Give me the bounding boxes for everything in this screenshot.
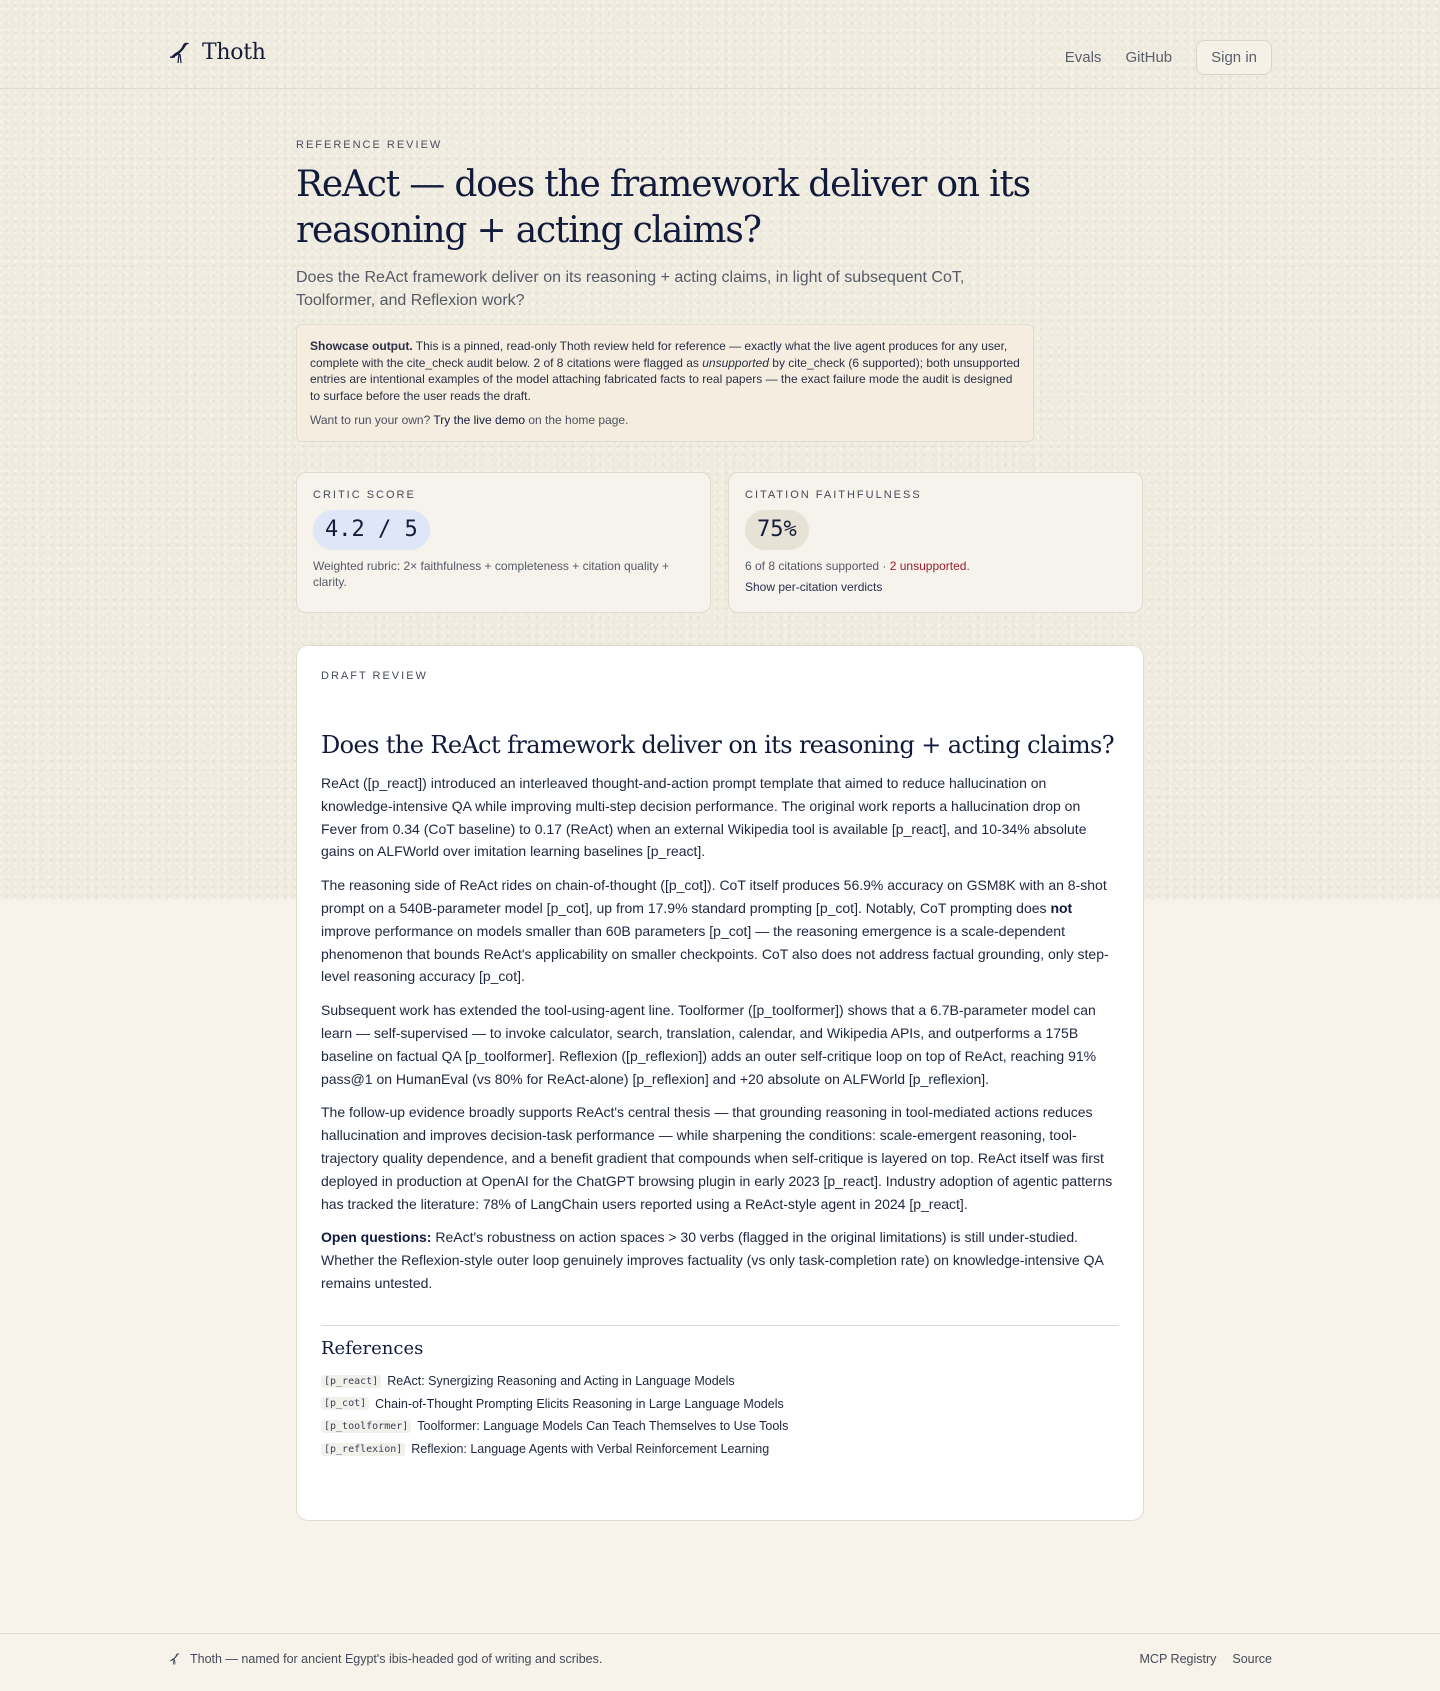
draft-paragraph-3: Subsequent work has extended the tool-using-agent line. Toolformer ([p_toolformer]) shows that a 6.7B-parameter model can learn — self-supervised — to invoke calculator, search, translation, calendar, and Wikipedia APIs, and outperforms a 175B baseline on factual QA [p_toolformer]. Reflexion ([p_reflexion]) adds an outer self-critique loop on top of ReAct, reaching 91% pass@1 on HumanEval (vs 80% for ReAct-alone) [p_reflexion] and +20 absolute on ALFWorld [p_reflexion].	[321, 1002, 1097, 1087]
nav-github-link[interactable]: GitHub	[1125, 49, 1173, 66]
show-verdicts-toggle[interactable]: Show per-citation verdicts	[745, 580, 883, 594]
footer-tagline-group	[168, 1652, 602, 1666]
reference-key: [p_toolformer]	[321, 1420, 411, 1433]
draft-review-panel	[296, 645, 1144, 1521]
page-footer	[0, 1633, 1440, 1691]
notice-cta-prefix: Want to run your own?	[310, 413, 434, 427]
draft-paragraph-2	[321, 874, 1119, 988]
top-nav	[1065, 40, 1272, 75]
citation-faithfulness-value: 75%	[745, 510, 809, 550]
unsupported-count: 2 unsupported	[889, 559, 967, 573]
critic-score-value: 4.2 / 5	[313, 510, 430, 550]
reference-item[interactable]	[321, 1438, 1119, 1461]
footer-source-link[interactable]: Source	[1232, 1652, 1272, 1666]
draft-p2-c: improve performance on models smaller than 60B parameters [p_cot] — the reasoning emergence is a scale-dependent phenomenon that bounds ReAct's applicability on smaller checkpoints. CoT also does not address factual grounding, only step-level reasoning accuracy [p_cot].	[321, 922, 1109, 985]
draft-p2-a: The reasoning side of ReAct rides on chain-of-thought ([p_cot]). CoT itself produces 56.9% accuracy on GSM8K with an 8-shot prompt on a 540B-parameter model [p_cot], up from 17.9% standard prompting [p_cot]. Notably, CoT prompting does	[321, 877, 1107, 916]
notice-cta-line	[310, 412, 1020, 429]
page-eyebrow: REFERENCE REVIEW	[296, 139, 443, 151]
critic-score-card	[296, 472, 711, 613]
references-section	[321, 1325, 1119, 1461]
citation-faithfulness-note	[745, 558, 1126, 574]
draft-paragraph-1: ReAct ([p_react]) introduced an interleaved thought-and-action prompt template that aimed to reduce hallucination on knowledge-intensive QA while improving multi-step decision performance. The original work reports a hallucination drop on Fever from 0.34 (CoT baseline) to 0.17 (ReAct) when an external Wikipedia tool is available [p_react], and 10-34% absolute gains on ALFWorld over imitation learning baselines [p_react].	[321, 775, 1087, 860]
reference-key: [p_react]	[321, 1375, 381, 1388]
brand-name: Thoth	[202, 40, 266, 65]
reference-key: [p_cot]	[321, 1397, 369, 1410]
nav-evals-link[interactable]: Evals	[1064, 49, 1102, 66]
notice-cta-suffix: on the home page.	[525, 413, 629, 427]
ibis-icon	[168, 41, 190, 65]
reference-title: Reflexion: Language Agents with Verbal Reinforcement Learning	[411, 1442, 770, 1457]
draft-p2-emphasis: not	[1050, 899, 1073, 916]
reference-item[interactable]	[321, 1415, 1119, 1438]
notice-emphasis: unsupported	[702, 355, 769, 370]
footer-tagline: Thoth — named for ancient Egypt's ibis-headed god of writing and scribes.	[190, 1652, 603, 1666]
reference-item[interactable]	[321, 1392, 1119, 1415]
faithfulness-note-suffix: .	[966, 559, 970, 573]
open-questions-text: ReAct's robustness on action spaces > 30 verbs (flagged in the original limitations) is still under-studied. Whether the Reflexion-style outer loop genuinely improves factuality (vs only task-completion rate) on knowledge-intensive QA remains untested.	[321, 1229, 1104, 1291]
footer-links	[1140, 1652, 1272, 1666]
draft-paragraph-4: The follow-up evidence broadly supports ReAct's central thesis — that grounding reasoning in tool-mediated actions reduces hallucination and improves decision-task performance — while sharpening the conditions: scale-emergent reasoning, tool-trajectory quality dependence, and a benefit gradient that compounds when self-critique is layered on top. ReAct itself was first deployed in production at OpenAI for the ChatGPT browsing plugin in early 2023 [p_react]. Industry adoption of agentic patterns has tracked the literature: 78% of LangChain users reported using a ReAct-style agent in 2024 [p_react].	[321, 1104, 1113, 1212]
notice-text-1: This is a pinned, read-only Thoth review held for reference — exactly what the live agent produces for any user, complete with the cite_check audit below. 2 of 8 citations were flagged as	[310, 339, 1008, 370]
sign-in-button[interactable]: Sign in	[1196, 40, 1272, 75]
page-title: ReAct — does the framework deliver on its reasoning + acting claims?	[296, 164, 1030, 251]
brand-home-link[interactable]	[168, 40, 266, 65]
critic-score-label: CRITIC SCORE	[313, 489, 416, 501]
notice-text-2: by cite_check (6 supported); both unsupported entries are intentional examples of the model attaching fabricated facts to real papers — the exact failure mode the audit is designed to surface before the user reads the draft.	[310, 355, 1020, 403]
reference-title: Toolformer: Language Models Can Teach Themselves to Use Tools	[417, 1419, 789, 1434]
notice-body	[310, 338, 1020, 404]
reference-title: Chain-of-Thought Prompting Elicits Reasoning in Large Language Models	[375, 1396, 784, 1411]
critic-score-note: Weighted rubric: 2× faithfulness + completeness + citation quality + clarity.	[313, 559, 669, 589]
reference-key: [p_reflexion]	[321, 1443, 405, 1456]
reference-item[interactable]	[321, 1370, 1119, 1393]
draft-review-label: DRAFT REVIEW	[321, 670, 428, 682]
draft-title: Does the ReAct framework deliver on its reasoning + acting claims?	[321, 731, 1114, 759]
faithfulness-note-prefix: 6 of 8 citations supported ·	[745, 559, 890, 573]
citation-faithfulness-card	[728, 472, 1143, 613]
open-questions-label: Open questions:	[321, 1229, 432, 1246]
references-title: References	[321, 1337, 424, 1359]
notice-lead: Showcase output.	[310, 339, 413, 353]
live-demo-link[interactable]: Try the live demo	[433, 413, 525, 427]
draft-paragraph-5	[321, 1226, 1119, 1294]
ibis-icon	[168, 1652, 180, 1666]
top-bar	[0, 0, 1440, 89]
footer-mcp-registry-link[interactable]: MCP Registry	[1139, 1652, 1217, 1666]
page-subtitle: Does the ReAct framework deliver on its reasoning + acting claims, in light of subsequent CoT, Toolformer, and Reflexion work?	[296, 269, 965, 309]
showcase-notice	[296, 324, 1034, 442]
reference-title: ReAct: Synergizing Reasoning and Acting in Language Models	[387, 1374, 735, 1389]
citation-faithfulness-label: CITATION FAITHFULNESS	[745, 489, 922, 501]
